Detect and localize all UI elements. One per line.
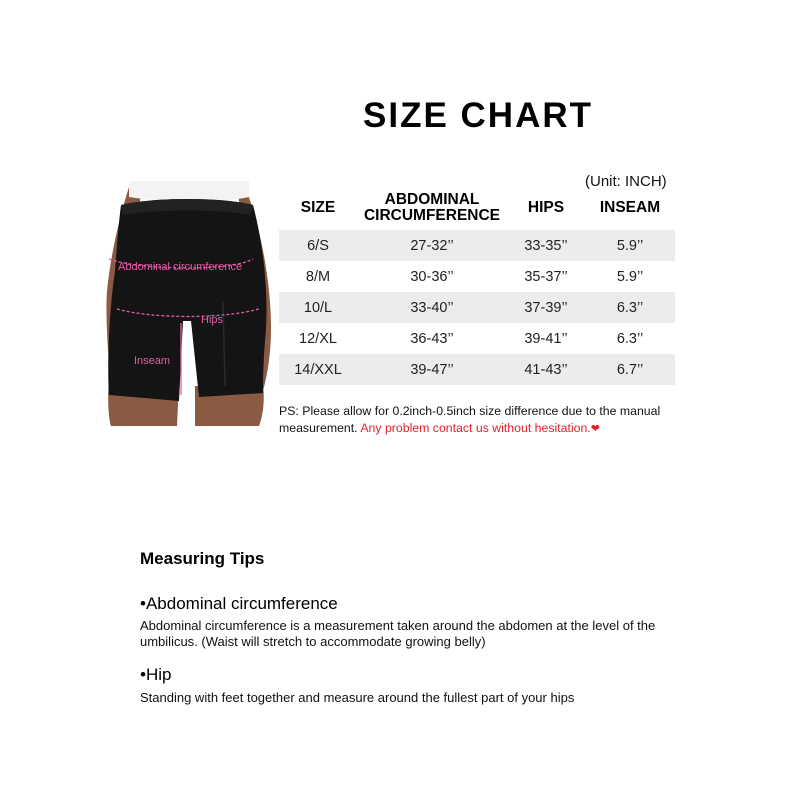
table-row: [279, 354, 675, 385]
label-hips: Hips: [201, 314, 224, 326]
cell-abdominal: 33-40’’: [357, 292, 507, 323]
header-hips: HIPS: [527, 199, 565, 216]
cell-abdominal: 36-43’’: [410, 330, 454, 347]
cell-hips: 35-37’’: [524, 268, 568, 285]
unit-note: (Unit: INCH): [585, 173, 667, 190]
cell-inseam: 6.7’’: [585, 354, 675, 385]
cell-abdominal: 39-47’’: [357, 354, 507, 385]
cell-hips: 37-39’’: [507, 292, 585, 323]
header-abdominal-line1: ABDOMINAL: [384, 191, 480, 208]
header-size: SIZE: [300, 199, 336, 216]
tip-heading-hip: •Hip: [140, 665, 172, 684]
cell-hips: 33-35’’: [507, 230, 585, 261]
cell-abdominal: 30-36’’: [410, 268, 454, 285]
cell-inseam: 5.9’’: [585, 230, 675, 261]
header-inseam: INSEAM: [599, 199, 661, 216]
cell-size: 12/XL: [299, 330, 337, 347]
size-table: [279, 186, 675, 385]
tip-body-abdominal: Abdominal circumference is a measurement taken around the abdomen at the level of the umbilicus. (Waist will stretch to accommodate growing belly): [140, 618, 656, 649]
table-row: [279, 292, 675, 323]
table-row: [279, 261, 675, 292]
header-abdominal: [357, 186, 507, 230]
label-abdominal: Abdominal circumference: [118, 261, 243, 273]
table-header-row: [279, 186, 675, 230]
label-inseam: Inseam: [134, 355, 171, 367]
cell-abdominal: 27-32’’: [357, 230, 507, 261]
tip-body-hip: Standing with feet together and measure around the fullest part of your hips: [140, 690, 575, 705]
measurement-note: [279, 403, 689, 437]
table-row: [279, 230, 675, 261]
cell-size: 10/L: [279, 292, 357, 323]
cell-size: 8/M: [305, 268, 331, 285]
shorts-illustration: [103, 181, 275, 426]
table-row: [279, 323, 675, 354]
header-abdominal-line2: CIRCUMFERENCE: [363, 207, 501, 224]
cell-hips: 41-43’’: [507, 354, 585, 385]
cell-size: 6/S: [279, 230, 357, 261]
page-title: SIZE CHART: [363, 96, 593, 135]
tips-title: Measuring Tips: [140, 549, 265, 568]
note-contact: Any problem contact us without hesitation.: [360, 420, 591, 435]
cell-size: 14/XXL: [279, 354, 357, 385]
cell-hips: 39-41’’: [524, 330, 568, 347]
heart-icon: ❤: [590, 422, 600, 435]
cell-inseam: 6.3’’: [616, 330, 644, 347]
cell-inseam: 5.9’’: [616, 268, 644, 285]
cell-inseam: 6.3’’: [585, 292, 675, 323]
note-text: PS: Please allow for 0.2inch-0.5inch size difference due to the manual measurement.: [279, 404, 661, 435]
tip-heading-abdominal: •Abdominal circumference: [140, 594, 338, 613]
model-figure: [103, 181, 275, 426]
